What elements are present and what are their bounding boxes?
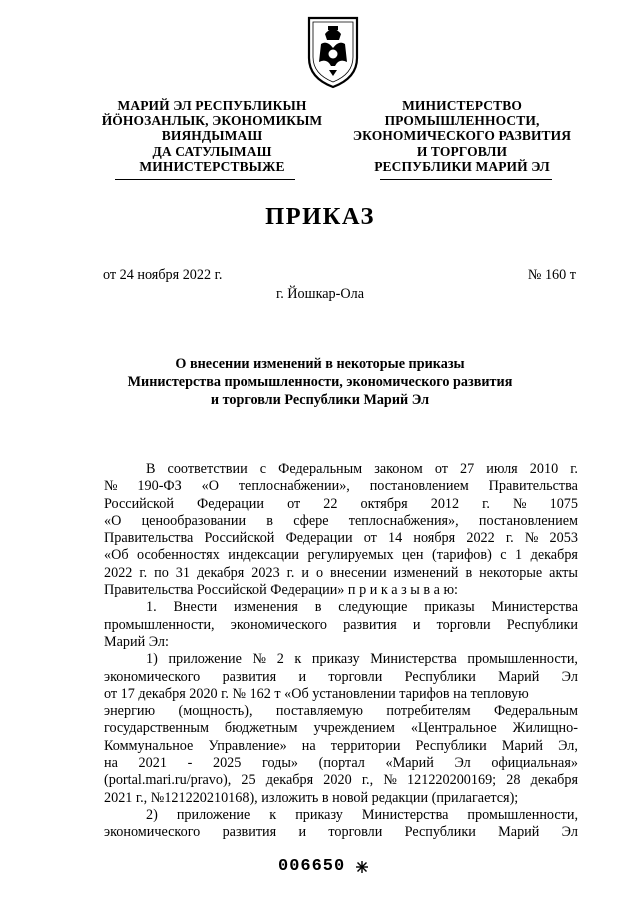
body-word: Эл, [558, 737, 578, 754]
body-word: Федеральным [493, 703, 578, 720]
body-word: 2021 [138, 755, 167, 772]
header-left-line: МАРИЙ ЭЛ РЕСПУБЛИКЫН [117, 98, 307, 113]
body-line [104, 807, 578, 824]
body-word: «Центральное [410, 720, 497, 737]
body-word: 28 [506, 772, 521, 789]
body-word: 2053 [549, 530, 578, 547]
body-line [104, 651, 578, 668]
body-word: и [301, 564, 309, 581]
body-word: 2022 [104, 564, 133, 581]
body-word: Министерства [361, 806, 449, 823]
body-line [104, 582, 578, 599]
body-word: от [287, 495, 301, 512]
body-line [104, 720, 578, 737]
body-text: Правительства Российской Федерации» п р и к а з ы в а ю: [104, 582, 459, 599]
body-word: 2025 [212, 755, 242, 772]
body-word: октября [360, 495, 408, 512]
body-word: приказы [424, 599, 475, 616]
body-word: Российской [104, 495, 174, 512]
body-word: 2) [146, 806, 158, 823]
body-word: (тарифов) [432, 547, 492, 564]
body-word: промышленности, [467, 651, 578, 668]
body-line [104, 617, 578, 634]
order-body [104, 461, 578, 842]
body-word: сфере [293, 512, 329, 529]
body-word: 2010 [529, 461, 559, 477]
body-word: промышленности, [467, 806, 578, 823]
body-word: № [513, 495, 527, 512]
body-word: Марий [498, 668, 540, 685]
body-word: Внести [173, 599, 218, 616]
body-line [104, 634, 578, 651]
body-text: 2021 г., №121220210168), изложить в новой редакции (прилагается); [104, 789, 519, 806]
body-line [104, 530, 578, 547]
body-word: г. [505, 530, 514, 547]
body-word: 2012 [430, 495, 460, 512]
body-word: 14 [388, 530, 403, 547]
body-word: законом [374, 461, 423, 477]
body-word: с [259, 461, 267, 477]
body-word: годы» [262, 755, 298, 772]
body-word: г. [139, 564, 148, 581]
body-word: индексации [228, 547, 300, 564]
header-right-block [338, 98, 586, 174]
body-word: в [266, 512, 273, 529]
body-word: теплоснабжении», [238, 478, 350, 495]
body-line [104, 547, 578, 564]
body-word: развития [343, 616, 397, 633]
body-word: г. [570, 461, 578, 477]
body-word: следующие [338, 599, 408, 616]
body-word: Управление» [208, 737, 287, 754]
body-word: постановлением [478, 512, 578, 529]
body-word: Правительства [104, 530, 194, 547]
body-word: постановлением [369, 478, 469, 495]
body-word: экономического [104, 668, 201, 685]
body-word: июля [486, 461, 518, 477]
body-word: 2022 [466, 530, 495, 547]
body-word: Марий [501, 737, 544, 754]
body-word: «Об [104, 547, 129, 564]
body-word: теплоснабжения», [348, 512, 459, 529]
header-right-line: РЕСПУБЛИКИ МАРИЙ ЭЛ [374, 158, 550, 174]
body-word: и [298, 824, 307, 841]
header-left-line: ВИЯНДЫМАШ [161, 128, 263, 144]
body-word: 27 [460, 461, 475, 477]
body-word: в [465, 564, 473, 581]
form-serial-number: 006650 [278, 857, 346, 876]
body-word: торговли [436, 616, 491, 633]
body-word: Эл [454, 755, 471, 772]
body-word: Федеральным [278, 461, 363, 477]
body-word: торговли [328, 668, 383, 685]
body-word: бюджетным [224, 720, 298, 737]
body-word: экономического [230, 616, 327, 633]
body-word: Эл [561, 668, 578, 685]
body-word: Российской [204, 530, 275, 547]
body-word: «О [104, 512, 122, 529]
body-word: № [104, 478, 118, 495]
body-word: на [104, 755, 118, 772]
body-line [104, 496, 578, 513]
body-word: приказу [311, 651, 360, 668]
header-right-underline [380, 179, 552, 180]
body-word: декабря [265, 772, 314, 789]
body-word: 1075 [549, 495, 578, 512]
body-word: 2 [276, 651, 284, 668]
header-right-line: МИНИСТЕРСТВО [402, 98, 522, 113]
body-word: некоторые [479, 564, 543, 581]
body-line [104, 755, 578, 772]
body-word: «О [201, 478, 219, 495]
body-word: акты [549, 564, 578, 581]
body-word: регулируемых [307, 547, 394, 564]
body-word: промышленности, [104, 616, 215, 633]
body-word: внесении [330, 564, 387, 581]
body-word: поставляемую [275, 703, 363, 720]
header-left-line: МИНИСТЕРСТВЫЖЕ [139, 158, 285, 174]
body-line [104, 565, 578, 582]
body-line [104, 703, 578, 720]
body-word: развития [222, 824, 277, 841]
order-subject [90, 356, 550, 409]
order-date: от 24 ноября 2022 г. [103, 267, 223, 283]
body-word: № [252, 651, 267, 668]
body-word: декабря [530, 547, 578, 564]
body-word: территории [330, 737, 401, 754]
body-word: 2020 [323, 772, 352, 789]
body-word: 22 [323, 495, 338, 512]
body-line [104, 686, 578, 703]
body-word: Республики [404, 668, 476, 685]
body-line [104, 513, 578, 530]
body-line [104, 790, 578, 807]
body-line [104, 669, 578, 686]
header-left-line: ДА САТУЛЫМАШ [152, 143, 272, 159]
body-line [104, 461, 578, 478]
body-word: декабря [196, 564, 245, 581]
body-word: цен [402, 547, 424, 564]
body-word: 1. [146, 599, 157, 616]
header-right-line: И ТОРГОВЛИ [416, 143, 508, 159]
body-word: приложение [168, 651, 242, 668]
body-word: на [301, 737, 316, 754]
body-word: «Марий [385, 755, 434, 772]
body-word: и [412, 616, 421, 633]
body-word: г. [482, 495, 490, 512]
body-word: 31 [175, 564, 190, 581]
body-line [104, 772, 578, 789]
order-city: г. Йошкар-Ола [276, 286, 364, 302]
body-word: Эл [561, 824, 578, 841]
body-word: по [154, 564, 169, 581]
body-word: о [315, 564, 324, 581]
body-word: особенностях [137, 547, 220, 564]
body-word: ноября [413, 530, 456, 547]
body-word: Марий [498, 824, 540, 841]
body-text: от 17 декабря 2020 г. № 162 т «Об установлении тарифов на тепловую [104, 685, 529, 702]
body-word: официальная» [491, 755, 578, 772]
body-word: изменения [234, 599, 298, 616]
body-line [104, 738, 578, 755]
body-word: г., [361, 772, 374, 789]
body-word: Правительства [488, 478, 578, 495]
body-word: 25 [241, 772, 256, 789]
body-word: декабря [530, 772, 578, 789]
body-word: Республики [415, 737, 487, 754]
body-word: 1 [515, 547, 523, 564]
body-word: с [500, 547, 507, 564]
body-word: торговли [328, 824, 383, 841]
document-title: ПРИКАЗ [265, 203, 375, 230]
body-word: от [363, 530, 377, 547]
header-left-underline [115, 179, 295, 180]
body-word: к [294, 651, 302, 668]
body-word: к [269, 806, 277, 823]
body-word: 190-ФЗ [137, 478, 182, 495]
subject-line: О внесении изменений в некоторые приказы [175, 356, 465, 372]
body-word: (мощность), [178, 703, 253, 720]
asterisk-stamp-icon [355, 860, 369, 874]
body-word: № [383, 772, 397, 789]
coat-of-arms-icon [303, 14, 363, 90]
body-word: Министерства [491, 599, 578, 616]
body-word: экономического [104, 824, 201, 841]
body-word: и [298, 668, 307, 685]
body-word: развития [222, 668, 277, 685]
body-word: учреждением [313, 720, 395, 737]
order-number: № 160 т [527, 267, 576, 283]
body-word: г. [286, 564, 295, 581]
body-word: Республики [404, 824, 476, 841]
body-word: - [187, 755, 193, 772]
body-word: Коммунальное [104, 737, 194, 754]
header-left-line: ЙӦНОЗАНЛЫК, ЭКОНОМИКЫМ [101, 113, 323, 129]
body-line [104, 478, 578, 495]
body-word: № [524, 530, 539, 547]
body-word: приказу [295, 806, 343, 823]
body-word: государственным [104, 720, 209, 737]
body-word: приложение [176, 806, 251, 823]
header-right-line: ЭКОНОМИЧЕСКОГО РАЗВИТИЯ [352, 128, 572, 144]
body-word: Жилищно- [512, 720, 578, 737]
body-word: изменений [393, 564, 459, 581]
body-word: (portal.mari.ru/pravo), [104, 772, 232, 789]
header-right-line: ПРОМЫШЛЕННОСТИ, [384, 113, 540, 129]
body-word: 121220200169; [407, 772, 497, 789]
body-word: (портал [318, 755, 365, 772]
body-word: 2023 [251, 564, 280, 581]
body-word: 1) [146, 651, 158, 668]
body-word: в [314, 599, 322, 616]
body-word: Федерации [285, 530, 353, 547]
body-word: Министерства [370, 651, 457, 668]
body-line [104, 824, 578, 841]
body-word: соответствии [167, 461, 248, 477]
body-word: ценообразовании [141, 512, 247, 529]
subject-line: Министерства промышленности, экономического развития [127, 373, 513, 390]
body-word: В [146, 461, 156, 477]
body-word: от [434, 461, 448, 477]
header-left-block [96, 98, 328, 174]
body-line [104, 599, 578, 616]
body-word: Республики [506, 616, 578, 633]
body-word: энергию [104, 703, 156, 720]
subject-line: и торговли Республики Марий Эл [210, 391, 430, 408]
body-word: Федерации [196, 495, 264, 512]
body-word: потребителям [386, 703, 471, 720]
body-text: Марий Эл: [104, 633, 169, 650]
